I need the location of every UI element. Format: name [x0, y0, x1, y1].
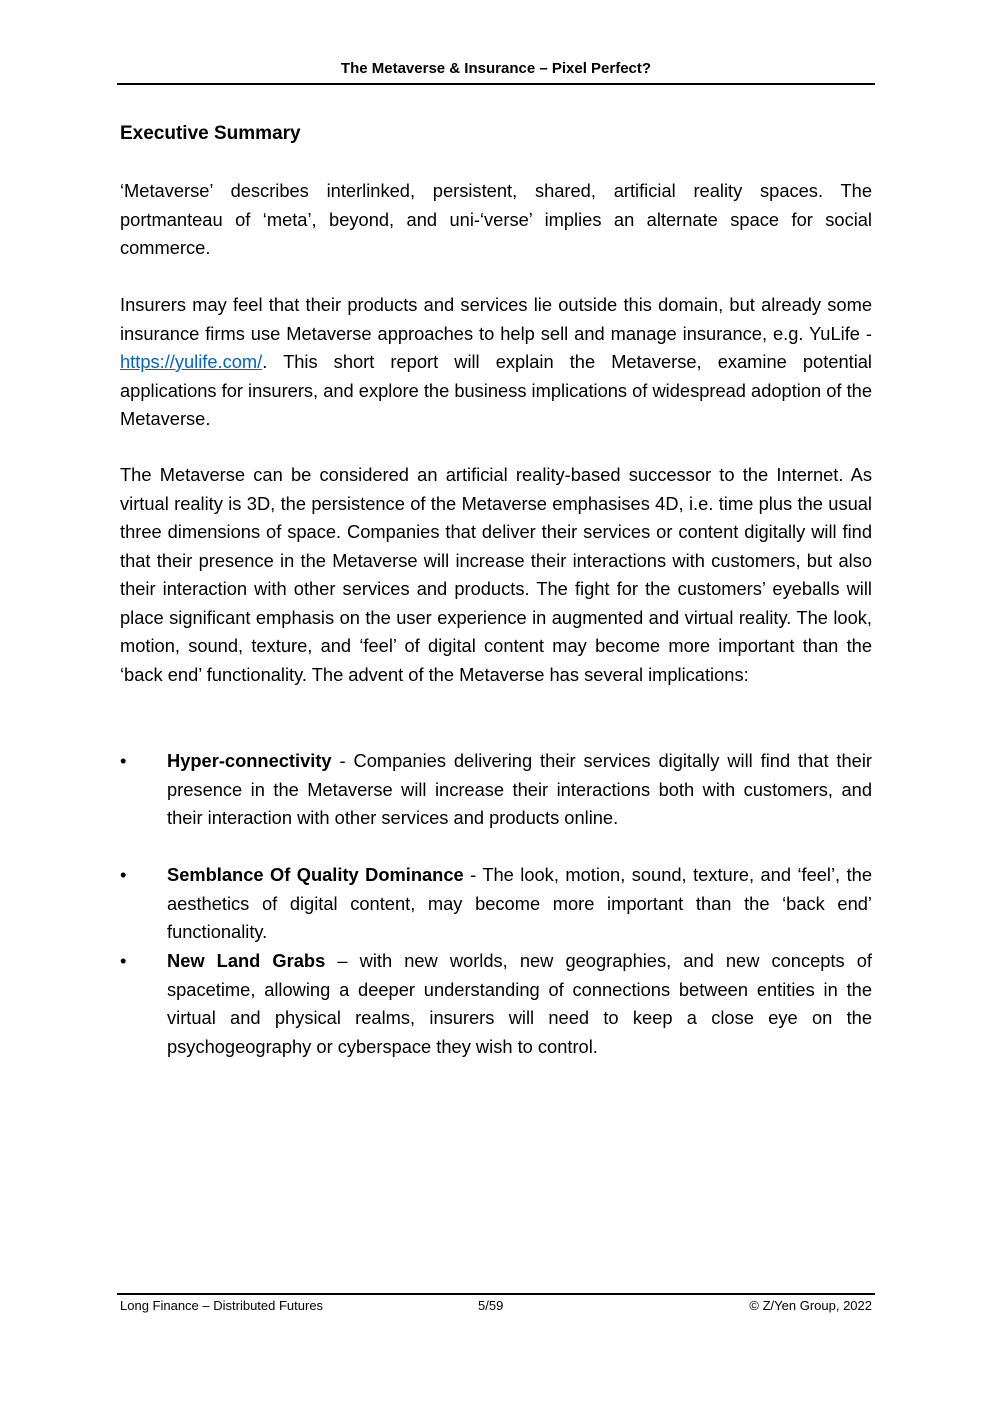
- bullet-term: New Land Grabs: [167, 950, 326, 971]
- paragraph-2-text-end: . This short report will explain the Metaverse, examine potential applications for insurers, and explore the business implications of widespread adoption of the Metaverse.: [120, 351, 873, 429]
- bullet-term: Hyper-connectivity: [167, 750, 332, 771]
- bullet-term: Semblance Of Quality Dominance: [167, 864, 464, 885]
- paragraph-1: ‘Metaverse’ describes interlinked, persistent, shared, artificial reality spaces. The portmanteau of ‘meta’, beyond, and uni-‘verse’ implies an alternate space for social commerce.: [120, 180, 872, 258]
- section-title: Executive Summary: [120, 123, 301, 144]
- running-header: The Metaverse & Insurance – Pixel Perfect?: [340, 60, 652, 77]
- footer-rule: [117, 1293, 875, 1295]
- bullet-icon: •: [120, 750, 127, 771]
- bullet-item: [120, 861, 872, 947]
- bullet-icon: •: [120, 950, 127, 971]
- bullet-text: – with new worlds, new geographies, and new concepts of spacetime, allowing a deeper understanding of connections between entities in the virtual and physical realms, insurers will need to keep a close eye on the psychogeography or cyberspace they wish to control.: [167, 950, 872, 1057]
- bullet-text: - Companies delivering their services digitally will find that their presence in the Metaverse will increase their interactions both with customers, and their interaction with other services and products online.: [167, 750, 872, 828]
- paragraph-3: The Metaverse can be considered an artificial reality-based successor to the Internet. As virtual reality is 3D, the persistence of the Metaverse emphasises 4D, i.e. time plus the usual three dimensions of space. Companies that deliver their services or content digitally will find that their presence in the Metaverse will increase their interactions with customers, but also their interaction with other services and products. The fight for the customers’ eyeballs will place significant emphasis on the user experience in augmented and virtual reality. The look, motion, sound, texture, and ‘feel’ of digital content may become more important than the ‘back end’ functionality. The advent of the Metaverse has several implications:: [120, 464, 872, 685]
- paragraph-2-text: Insurers may feel that their products and services lie outside this domain, but already some insurance firms use Metaverse approaches to help sell and manage insurance, e.g. YuLife -: [120, 294, 872, 344]
- bullet-text: - The look, motion, sound, texture, and ‘feel’, the aesthetics of digital content, may become more important than the ‘back end’ functionality.: [167, 864, 872, 942]
- yulife-link[interactable]: https://yulife.com/: [120, 351, 263, 372]
- footer-right: © Z/Yen Group, 2022: [749, 1298, 872, 1313]
- paragraph-2: [120, 291, 872, 434]
- footer-left: Long Finance – Distributed Futures: [120, 1298, 324, 1313]
- page-number: 5/59: [478, 1298, 504, 1313]
- header-rule: [117, 83, 875, 85]
- bullet-item: [120, 947, 872, 1061]
- bullet-icon: •: [120, 864, 127, 885]
- bullet-item: [120, 747, 872, 833]
